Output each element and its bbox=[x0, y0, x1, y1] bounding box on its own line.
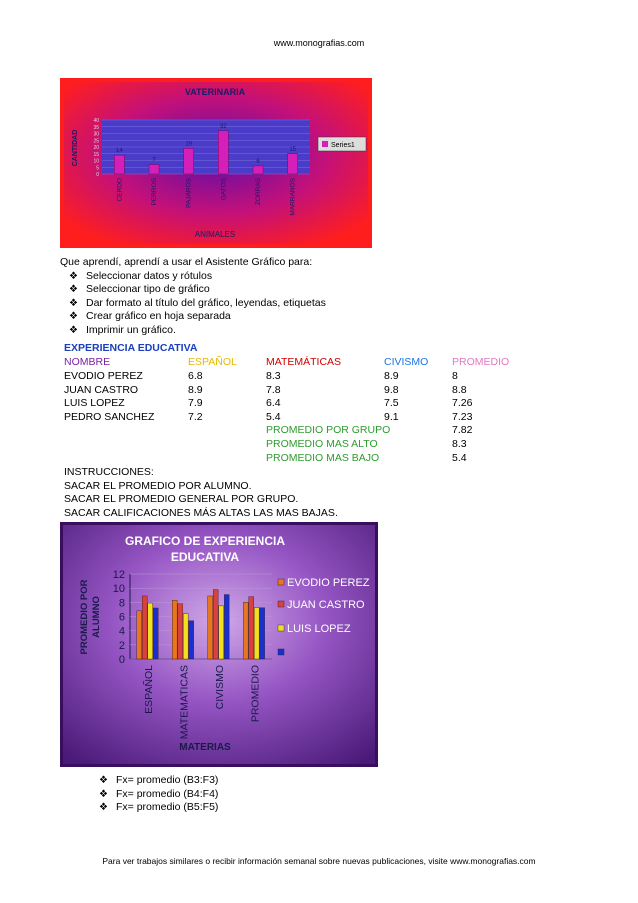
table-cell: 8.9 bbox=[384, 369, 399, 382]
y-tick-label: 25 bbox=[93, 138, 99, 145]
y-tick-label: 40 bbox=[93, 118, 99, 124]
table-cell: 7.9 bbox=[188, 397, 203, 410]
formula-item-text: Fx= promedio (B5:F5) bbox=[116, 801, 219, 814]
table-cell: 7.2 bbox=[188, 410, 203, 423]
bullet-icon: ❖ bbox=[69, 297, 78, 309]
header-url: www.monografias.com bbox=[273, 38, 365, 48]
y-tick-label: 4 bbox=[118, 625, 125, 638]
y-title-line: PROMEDIO POR bbox=[79, 579, 90, 655]
bar bbox=[148, 603, 153, 659]
learned-item-text: Seleccionar datos y rótulos bbox=[86, 269, 213, 282]
grades-table bbox=[64, 356, 522, 465]
learned-list bbox=[66, 270, 326, 338]
summary-value: 7.82 bbox=[452, 424, 473, 437]
x-tick-label: CERDO bbox=[116, 178, 124, 202]
table-cell: 7.26 bbox=[452, 397, 473, 410]
table-cell: 6.4 bbox=[266, 397, 281, 410]
table-cell: 8.9 bbox=[188, 383, 203, 396]
bullet-icon: ❖ bbox=[69, 284, 78, 296]
bar bbox=[153, 608, 158, 659]
x-tick-label: PROMEDIO bbox=[249, 665, 262, 723]
y-tick-label: 20 bbox=[93, 145, 99, 151]
y-tick-label: 0 bbox=[118, 654, 125, 666]
summary-spacer bbox=[64, 437, 266, 451]
x-tick-label: ESPAÑOL bbox=[142, 665, 155, 714]
chart-x-axis-title: ANIMALES bbox=[194, 230, 236, 239]
x-tick-label: PERROS bbox=[151, 178, 158, 206]
summary-label: PROMEDIO POR GRUPO bbox=[266, 424, 391, 437]
y-tick-label: 10 bbox=[112, 583, 125, 596]
legend-swatch bbox=[278, 601, 284, 607]
table-cell: 8.3 bbox=[266, 369, 281, 382]
learned-item bbox=[66, 270, 326, 284]
x-tick-label: CIVISMO bbox=[213, 665, 226, 710]
legend-label: JUAN CASTRO bbox=[287, 599, 365, 611]
bar bbox=[249, 597, 254, 659]
bar bbox=[254, 608, 259, 659]
x-tick-label: ZORRAS bbox=[255, 178, 262, 206]
y-tick-label: 0 bbox=[96, 172, 99, 178]
learned-item-text: Seleccionar tipo de gráfico bbox=[86, 283, 210, 296]
table-cell: 8.8 bbox=[452, 383, 467, 396]
data-label: 15 bbox=[289, 146, 297, 153]
table-cell: 6.8 bbox=[188, 369, 203, 382]
y-tick-label: 35 bbox=[93, 124, 99, 131]
bar bbox=[172, 600, 177, 659]
formulas bbox=[96, 774, 218, 815]
veterinaria-chart bbox=[60, 78, 372, 248]
bullet-icon: ❖ bbox=[69, 311, 78, 323]
legend-swatch bbox=[278, 625, 284, 631]
table-cell: EVODIO PEREZ bbox=[64, 369, 143, 382]
table-cell: 9.8 bbox=[384, 383, 399, 396]
legend-swatch bbox=[278, 579, 284, 585]
column-header: CIVISMO bbox=[384, 356, 429, 369]
column-header: MATEMÁTICAS bbox=[266, 356, 342, 369]
bar bbox=[189, 621, 194, 659]
bar bbox=[253, 166, 263, 174]
table-cell: 5.4 bbox=[266, 410, 281, 423]
table-cell: PEDRO SANCHEZ bbox=[64, 410, 155, 423]
table-cell: 7.5 bbox=[384, 397, 399, 410]
instruction-line: SACAR CALIFICACIONES MÁS ALTAS LAS MAS BAJAS. bbox=[64, 506, 338, 519]
y-tick-label: 8 bbox=[118, 597, 125, 610]
learned-intro: Que aprendí, aprendí a usar el Asistente Gráfico para: bbox=[60, 256, 313, 268]
bar bbox=[260, 608, 265, 659]
bar bbox=[208, 596, 213, 659]
y-tick-label: 15 bbox=[93, 151, 99, 158]
summary-row bbox=[64, 451, 522, 465]
formula-list bbox=[96, 774, 218, 815]
learned-item bbox=[66, 297, 326, 311]
legend-swatch bbox=[278, 649, 284, 655]
bar bbox=[114, 155, 124, 174]
table-cell: 8 bbox=[452, 369, 458, 382]
table-row bbox=[64, 369, 522, 383]
bullet-icon: ❖ bbox=[99, 788, 108, 800]
bar bbox=[178, 604, 183, 659]
instructions bbox=[64, 466, 338, 520]
summary-value: 5.4 bbox=[452, 451, 467, 464]
y-tick-label: 6 bbox=[118, 611, 125, 624]
y-tick-label: 30 bbox=[93, 131, 99, 138]
footer-text: Para ver trabajos similares o recibir información semanal sobre nuevas publicaciones, visite www.monografias.com bbox=[102, 856, 536, 866]
instructions-heading: INSTRUCCIONES: bbox=[64, 466, 154, 478]
chart-x-axis-title: MATERIAS bbox=[179, 742, 231, 753]
formula-item-text: Fx= promedio (B3:F3) bbox=[116, 774, 219, 786]
table-title: EXPERIENCIA EDUCATIVA bbox=[64, 342, 198, 354]
summary-spacer bbox=[64, 451, 266, 465]
formula-item bbox=[96, 801, 218, 815]
y-tick-label: 12 bbox=[112, 569, 125, 581]
data-label: 32 bbox=[219, 123, 227, 130]
bullet-icon: ❖ bbox=[99, 775, 108, 786]
bar bbox=[183, 614, 188, 659]
bar bbox=[218, 131, 228, 174]
bar bbox=[219, 606, 224, 659]
x-tick-label: GATOS bbox=[220, 178, 228, 201]
table-row bbox=[64, 396, 522, 410]
x-tick-label: PAJAROS bbox=[185, 178, 193, 208]
column-header: ESPAÑOL bbox=[188, 356, 237, 369]
table-cell: 7.8 bbox=[266, 383, 281, 396]
bar bbox=[288, 154, 298, 174]
table-row bbox=[64, 410, 522, 424]
data-label: 7 bbox=[152, 157, 156, 164]
bar bbox=[184, 148, 194, 174]
summary-label: PROMEDIO MAS BAJO bbox=[266, 451, 380, 464]
y-tick-label: 10 bbox=[93, 158, 99, 165]
bullet-icon: ❖ bbox=[99, 802, 108, 814]
chart-title-line-2: EDUCATIVA bbox=[170, 550, 240, 564]
chart-title: VATERINARIA bbox=[184, 87, 246, 97]
x-tick-label: MATEMATICAS bbox=[178, 665, 191, 740]
bar bbox=[137, 611, 142, 659]
learned-item bbox=[66, 310, 326, 324]
instruction-line: SACAR EL PROMEDIO POR ALUMNO. bbox=[64, 479, 252, 492]
learned-item-text: Imprimir un gráfico. bbox=[86, 323, 176, 336]
chart-y-axis-title: CANTIDAD bbox=[72, 129, 79, 167]
bullet-icon: ❖ bbox=[69, 324, 78, 336]
bar bbox=[243, 602, 248, 659]
summary-label: PROMEDIO MAS ALTO bbox=[266, 437, 378, 450]
learned-item-text: Crear gráfico en hoja separada bbox=[86, 310, 231, 323]
bar bbox=[142, 596, 147, 659]
bar bbox=[213, 590, 218, 659]
instruction-line: SACAR EL PROMEDIO GENERAL POR GRUPO. bbox=[64, 493, 299, 506]
table-cell: 7.23 bbox=[452, 410, 473, 423]
table-cell: JUAN CASTRO bbox=[64, 383, 139, 396]
y-tick-label: 5 bbox=[96, 165, 99, 172]
y-tick-label: 2 bbox=[118, 639, 125, 652]
table-cell: LUIS LOPEZ bbox=[64, 397, 125, 410]
data-label: 6 bbox=[256, 158, 260, 165]
learned-section bbox=[60, 256, 326, 338]
x-tick-label: MARRANOS bbox=[289, 178, 297, 216]
bullet-icon: ❖ bbox=[69, 270, 78, 282]
summary-row bbox=[64, 437, 522, 451]
grades-section bbox=[64, 342, 522, 464]
bar bbox=[224, 595, 229, 659]
summary-spacer bbox=[64, 424, 266, 438]
summary-value: 8.3 bbox=[452, 437, 467, 450]
legend-label: EVODIO PEREZ bbox=[287, 577, 370, 589]
legend-label: Series1 bbox=[331, 142, 355, 149]
table-cell: 9.1 bbox=[384, 410, 399, 423]
legend-swatch bbox=[322, 141, 328, 147]
formula-item bbox=[96, 774, 218, 788]
experiencia-educativa-chart bbox=[60, 522, 378, 767]
data-label: 19 bbox=[185, 141, 193, 148]
learned-item bbox=[66, 283, 326, 297]
learned-item-text: Dar formato al título del gráfico, leyendas, etiquetas bbox=[86, 296, 326, 309]
summary-row bbox=[64, 424, 522, 438]
table-row bbox=[64, 383, 522, 397]
formula-item bbox=[96, 788, 218, 802]
column-header: NOMBRE bbox=[64, 356, 111, 369]
data-label: 14 bbox=[115, 148, 123, 155]
y-title-line: ALUMNO bbox=[91, 596, 102, 638]
bar bbox=[149, 165, 159, 174]
legend-label: LUIS LOPEZ bbox=[287, 623, 351, 635]
formula-item-text: Fx= promedio (B4:F4) bbox=[116, 787, 219, 800]
column-header: PROMEDIO bbox=[452, 356, 510, 369]
learned-item bbox=[66, 324, 326, 338]
chart-title-line-1: GRAFICO DE EXPERIENCIA bbox=[124, 534, 286, 548]
